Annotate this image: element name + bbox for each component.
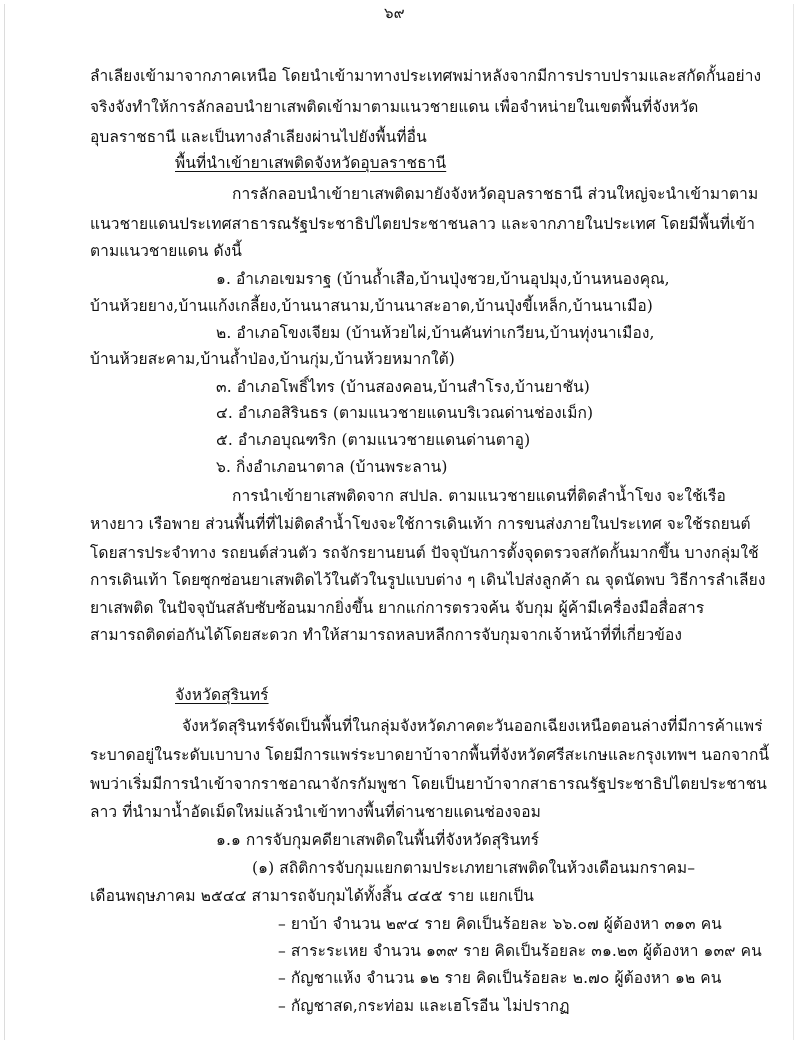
intro-line-1: ลำเลียงเข้ามาจากภาคเหนือ โดยนำเข้ามาทางประเทศพม่าหลังจากมีการปราบปรามและสกัดกั้นอย่าง bbox=[90, 67, 762, 85]
district-item-6: ๖. กิ่งอำเภอนาตาล (บ้านพระลาน) bbox=[216, 458, 448, 476]
district-item-4: ๔. อำเภอสิรินธร (ตามแนวชายแดนบริเวณด่านช่องเม็ก) bbox=[216, 404, 594, 422]
stat-intro-line-2: เดือนพฤษภาคม ๒๕๔๔ สามารถจับกุมได้ทั้งสิ้น ๔๔๕ ราย แยกเป็น bbox=[90, 887, 534, 905]
district-item-1: ๑. อำเภอเขมราฐ (บ้านถ้ำเสือ,บ้านปุ่งชวย,บ้านอุปมุง,บ้านหนองคุณ, bbox=[216, 270, 670, 288]
stat-row-other: – กัญชาสด,กระท่อม และเฮโรอีน ไม่ปรากฏ bbox=[278, 997, 570, 1015]
ubon-para2-line-1: การนำเข้ายาเสพติดจาก สปปล. ตามแนวชายแดนที่ติดลำน้ำโขง จะใช้เรือ bbox=[232, 487, 726, 505]
stat-row-inhalant: – สาระระเหย จำนวน ๑๓๙ ราย คิดเป็นร้อยละ ๓๑.๒๓ ผู้ต้องหา ๑๓๙ คน bbox=[278, 942, 762, 960]
district-item-3: ๓. อำเภอโพธิ์ไทร (บ้านสองคอน,บ้านสำโรง,บ้านยาชัน) bbox=[216, 378, 590, 396]
surin-heading: จังหวัดสุรินทร์ bbox=[175, 686, 269, 704]
stat-row-yaba: – ยาบ้า จำนวน ๒๙๔ ราย คิดเป็นร้อยละ ๖๖.๐๗ ผู้ต้องหา ๓๑๓ คน bbox=[278, 915, 722, 933]
district-item-2-cont: บ้านห้วยสะคาม,บ้านถ้ำป่อง,บ้านกุ่ม,บ้านห้วยหมากใต้) bbox=[90, 350, 455, 368]
district-item-2: ๒. อำเภอโขงเจียม (บ้านห้วยไผ่,บ้านคันท่าเกวียน,บ้านทุ่งนาเมือง, bbox=[216, 324, 655, 342]
surin-para-line-3: พบว่าเริ่มมีการนำเข้าจากราชอาณาจักรกัมพูชา โดยเป็นยาบ้าจากสาธารณรัฐประชาธิปไตยประชาชน bbox=[90, 775, 768, 793]
surin-para-line-2: ระบาดอยู่ในระดับเบาบาง โดยมีการแพร่ระบาดยาบ้าจากพื้นที่จังหวัดศรีสะเกษและกรุงเทพฯ นอกจากนี้ bbox=[90, 746, 770, 764]
ubon-para2-line-5: ยาเสพติด ในปัจจุบันสลับซับซ้อนมากยิ่งขึ้น ยากแก่การตรวจค้น จับกุม ผู้ค้ามีเครื่องมือสื่อสาร bbox=[90, 599, 705, 617]
ubon-heading: พื้นที่นำเข้ายาเสพติดจังหวัดอุบลราชธานี bbox=[175, 154, 447, 172]
surin-para-line-1: จังหวัดสุรินทร์จัดเป็นพื้นที่ในกลุ่มจังหวัดภาคตะวันออกเฉียงเหนือตอนล่างที่มีการค้าแพร่ bbox=[182, 717, 763, 735]
district-item-5: ๕. อำเภอบุณฑริก (ตามแนวชายแดนด่านตาอู) bbox=[216, 431, 531, 449]
stat-row-dry-cannabis: – กัญชาแห้ง จำนวน ๑๒ ราย คิดเป็นร้อยละ ๒.๗๐ ผู้ต้องหา ๑๒ คน bbox=[278, 969, 722, 987]
ubon-para2-line-3: โดยสารประจำทาง รถยนต์ส่วนตัว รถจักรยานยนต์ ปัจจุบันการตั้งจุดตรวจสกัดกั้นมากขึ้น บางกลุ่มใช้ bbox=[90, 544, 759, 562]
page-number: ๖๙ bbox=[384, 4, 405, 22]
district-item-1-cont: บ้านห้วยยาง,บ้านแก้งเกลี้ยง,บ้านนาสนาม,บ้านนาสะอาด,บ้านปุ่งขี้เหล็ก,บ้านนาเมือ) bbox=[90, 297, 653, 315]
intro-line-3: อุบลราชธานี และเป็นทางลำเลียงผ่านไปยังพื้นที่อื่น bbox=[90, 128, 427, 146]
ubon-para2-line-2: หางยาว เรือพาย ส่วนพื้นที่ที่ไม่ติดลำน้ำโขงจะใช้การเดินเท้า การขนส่งภายในประเทศ จะใช้รถยนต์ bbox=[90, 515, 751, 533]
intro-line-2: จริงจังทำให้การลักลอบนำยาเสพติดเข้ามาตามแนวชายแดน เพื่อจำหน่ายในเขตพื้นที่จังหวัด bbox=[90, 98, 699, 116]
stat-intro-line-1: (๑) สถิติการจับกุมแยกตามประเภทยาเสพติดในห้วงเดือนมกราคม– bbox=[252, 859, 696, 877]
surin-para-line-4: ลาว ที่นำมาน้ำอัดเม็ดใหม่แล้วนำเข้าทางพื้นที่ด่านชายแดนช่องจอม bbox=[90, 803, 541, 821]
arrest-subheading: ๑.๑ การจับกุมคดียาเสพติดในพื้นที่จังหวัดสุรินทร์ bbox=[216, 831, 540, 849]
ubon-para1-line-2: แนวชายแดนประเทศสาธารณรัฐประชาธิปไตยประชาชนลาว และจากภายในประเทศ โดยมีพื้นที่เข้า bbox=[90, 215, 756, 233]
ubon-para1-line-3: ตามแนวชายแดน ดังนี้ bbox=[90, 242, 242, 260]
ubon-para2-line-4: การเดินเท้า โดยซุกซ่อนยาเสพติดไว้ในตัวในรูปแบบต่าง ๆ เดินไปส่งลูกค้า ณ จุดนัดพบ วิธีการลำเลียง bbox=[90, 571, 766, 589]
ubon-para2-line-6: สามารถติดต่อกันได้โดยสะดวก ทำให้สามารถหลบหลีกการจับกุมจากเจ้าหน้าที่ที่เกี่ยวข้อง bbox=[90, 626, 683, 644]
ubon-para1-line-1: การลักลอบนำเข้ายาเสพติดมายังจังหวัดอุบลราชธานี ส่วนใหญ่จะนำเข้ามาตาม bbox=[232, 185, 759, 203]
